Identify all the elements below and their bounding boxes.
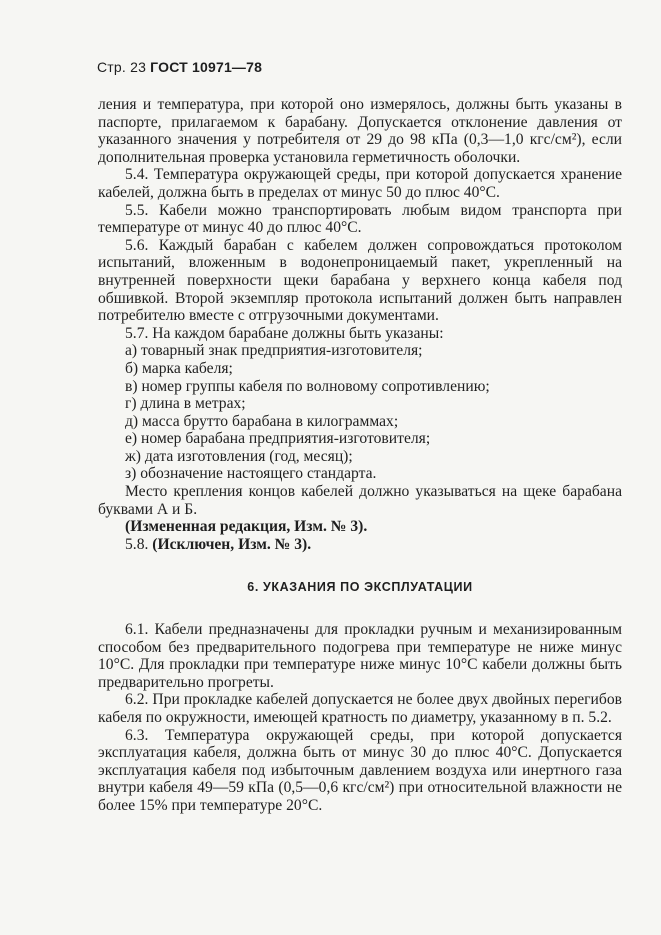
section-title: 6. УКАЗАНИЯ ПО ЭКСПЛУАТАЦИИ [247,580,473,595]
page-number: Стр. 23 [97,59,147,75]
paragraph-5-4: 5.4. Температура окружающей среды, при которой допускается хранение кабелей, должна быть в пределах от минус 50 до плюс 40°С. [98,166,622,201]
edition-note: (Измененная редакция, Изм. № 3). [125,518,368,536]
paragraph-6-1: 6.1. Кабели предназначены для прокладки ручным и механизированным способом без предварительного подогрева при температуре не ниже минус 10°С. Для прокладки при температуре ниже минус 10°С кабели должны быть предварительно прогреты. [98,621,622,691]
paragraph-continuation: ления и температура, при которой оно измерялось, должны быть указаны в паспорте, прилагаемом к барабану. Допускается отклонение давления от указанного значения у потребителя от 29 до 98 кПа (0,3—1,0 кгс/см²), если дополнительная проверка установила герметичность оболочки. [98,96,622,166]
standard-code: ГОСТ 10971—78 [150,59,263,75]
paragraph-5-6: 5.6. Каждый барабан с кабелем должен сопровождаться протоколом испытаний, вложенным в водонепроницаемый пакет, укрепленный на внутренней поверхности щеки барабана у верхнего конца кабеля под обшивкой. Второй экземпляр протокола испытаний должен быть направлен потребителю вместе с отгрузочными документами. [98,236,622,325]
list-item: ж) дата изготовления (год, месяц); [125,447,353,465]
document-body [98,96,622,815]
item-excluded-note: (Исключен, Изм. № 3). [152,535,312,553]
paragraph-5-8 [98,536,622,554]
list-item: д) масса брутто барабана в килограммах; [125,412,399,430]
list-item: а) товарный знак предприятия-изготовителя; [125,342,423,360]
list-item: з) обозначение настоящего стандарта. [125,465,377,483]
list-item: в) номер группы кабеля по волновому сопротивлению; [125,377,490,395]
paragraph-mounting: Место крепления концов кабелей должно указываться на щеке барабана буквами А и Б. [98,483,622,518]
page-header [97,59,262,75]
paragraph-5-5: 5.5. Кабели можно транспортировать любым видом транспорта при температуре от минус 40 до плюс 40°С. [98,201,622,237]
list-item: е) номер барабана предприятия-изготовителя; [125,430,431,448]
paragraph-6-2: 6.2. При прокладке кабелей допускается не более двух двойных перегибов кабеля по окружности, имеющей кратность по диаметру, указанному в п. 5.2. [98,691,622,726]
paragraph-5-7: 5.7. На каждом барабане должны быть указаны: [125,324,444,342]
paragraph-6-3: 6.3. Температура окружающей среды, при которой допускается эксплуатация кабеля, должна быть от минус 30 до плюс 40°С. Допускается эксплуатация кабеля под избыточным давлением воздуха или инертного газа внутри кабеля 49—59 кПа (0,5—0,6 кгс/см²) при относительной влажности не более 15% при температуре 20°С. [98,726,622,814]
list-item: б) марка кабеля; [125,359,233,377]
list-item: г) длина в метрах; [125,395,246,413]
item-number: 5.8. [125,535,149,553]
